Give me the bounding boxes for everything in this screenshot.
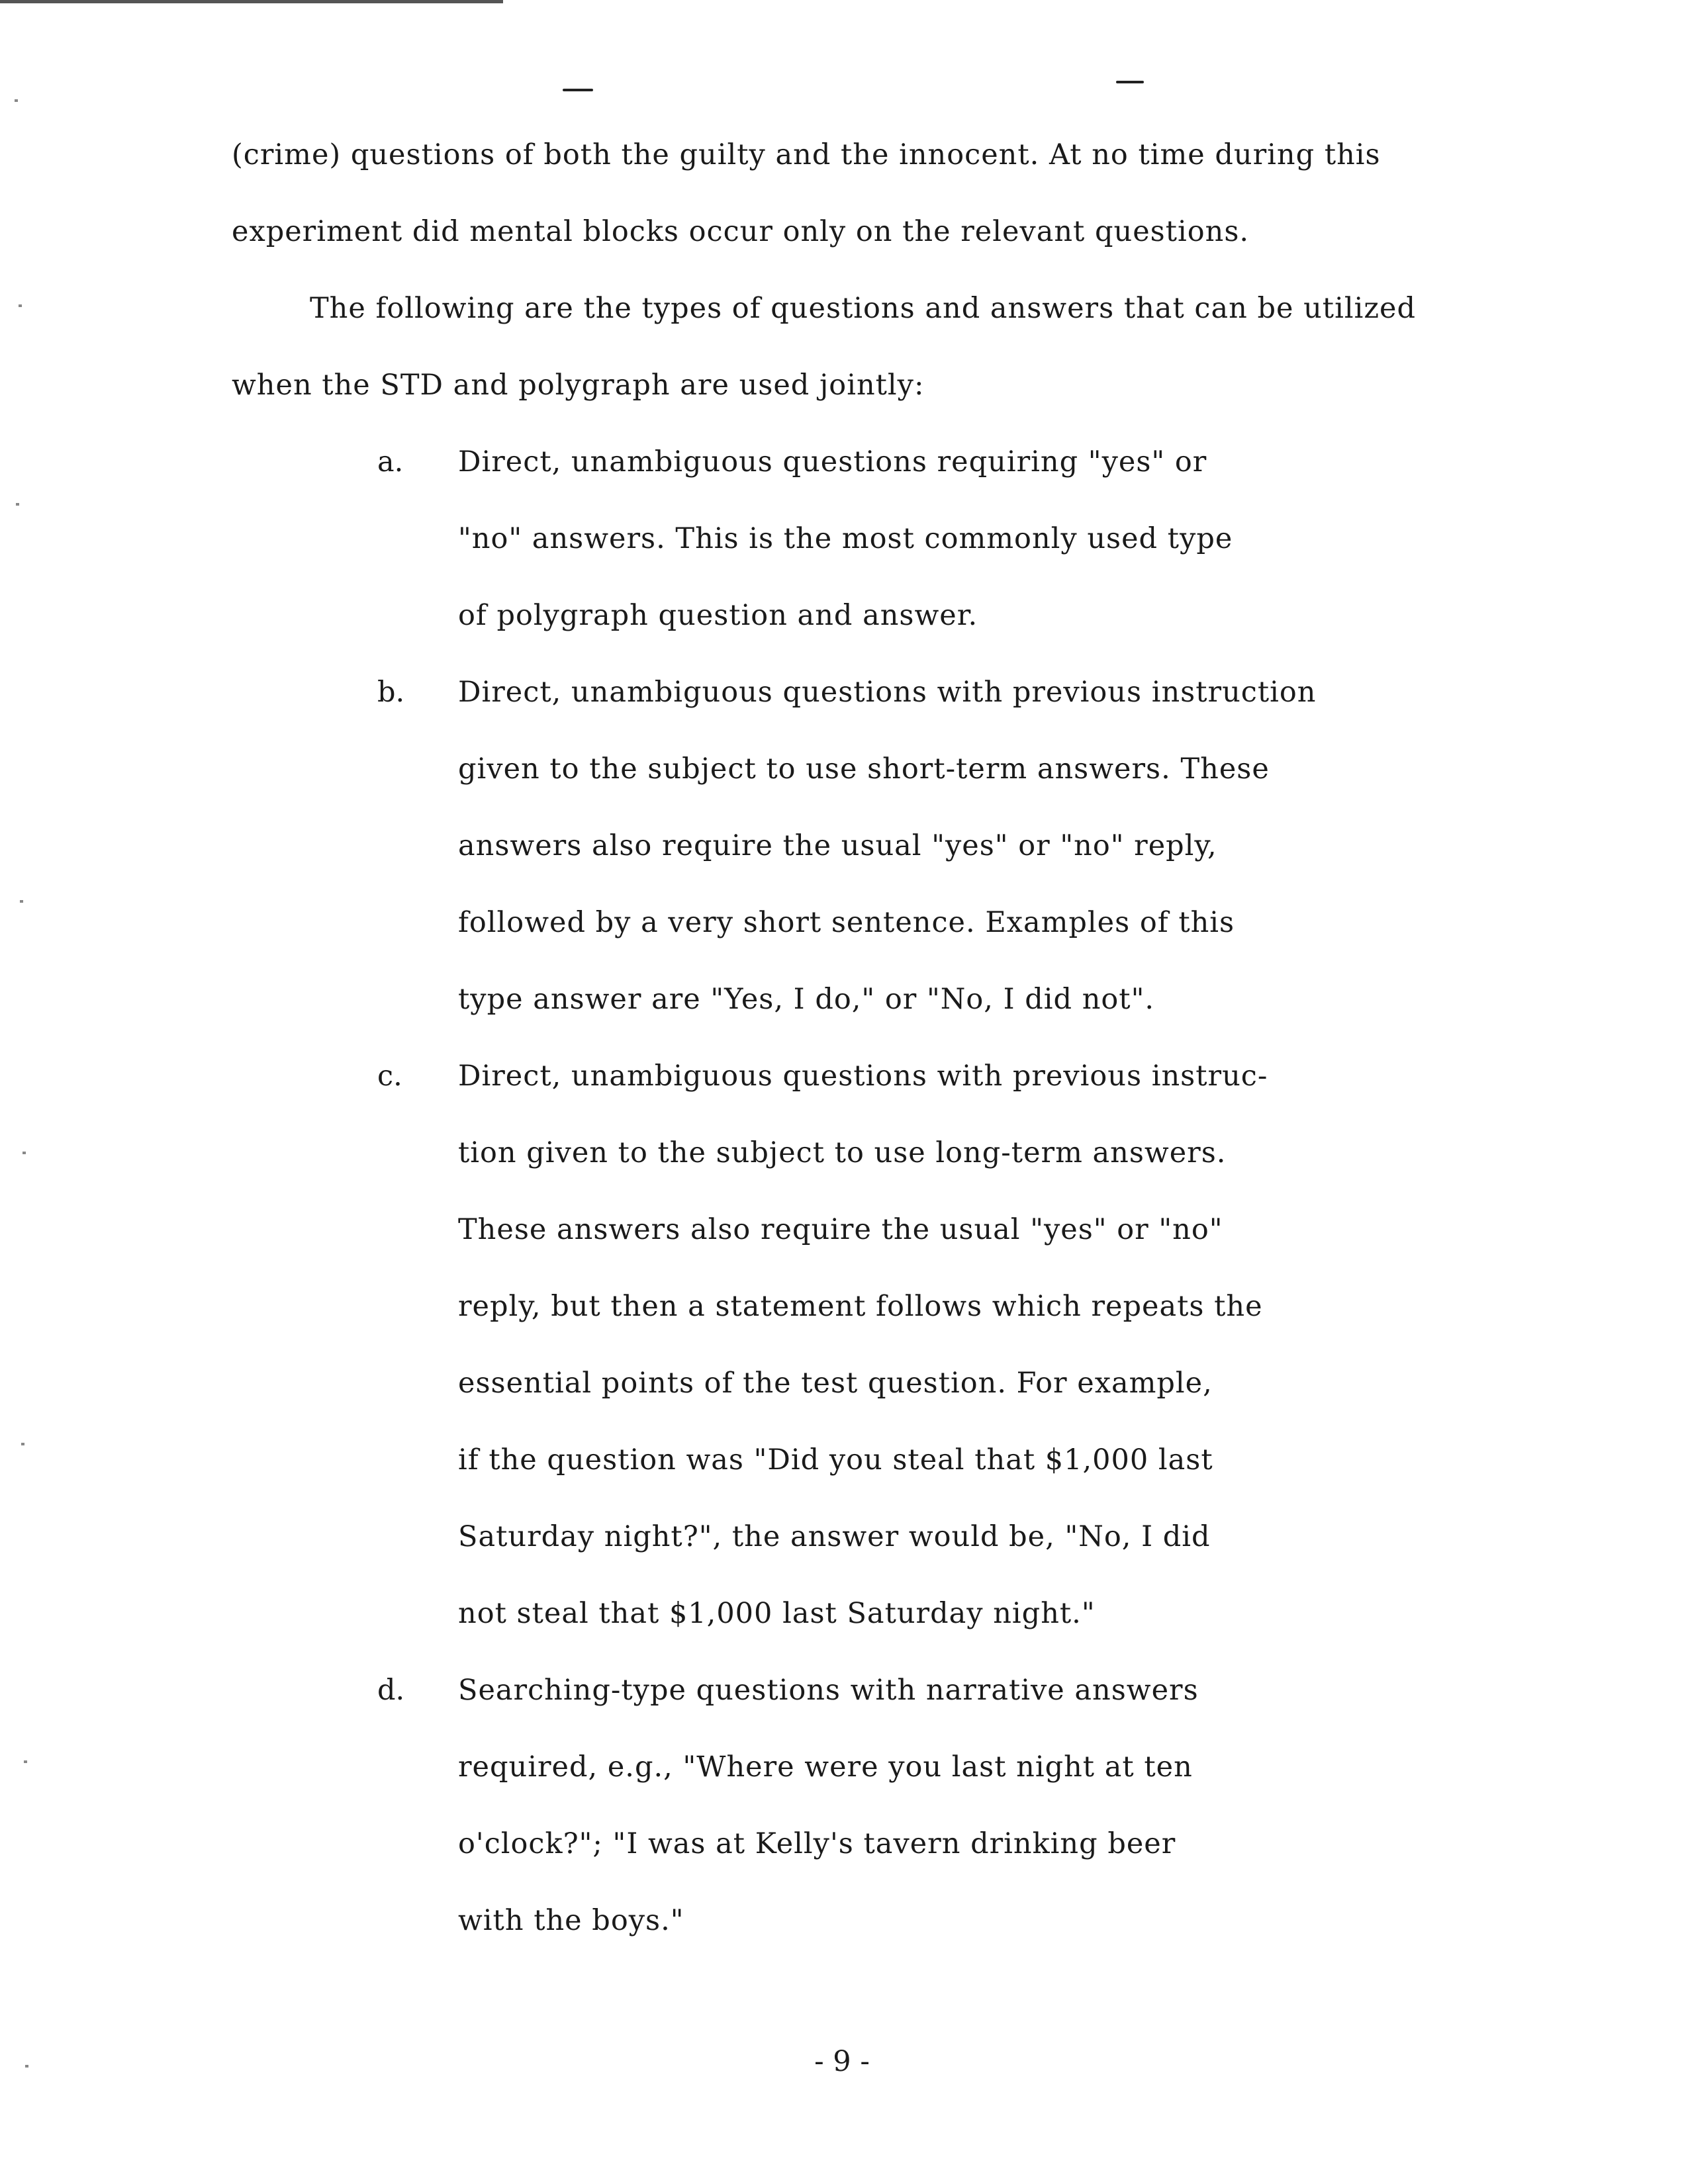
list-item-label: c. xyxy=(377,1060,402,1093)
text-line: Direct, unambiguous questions with previous instruction xyxy=(458,676,1317,709)
text-line: if the question was "Did you steal that $1,000 last xyxy=(458,1443,1213,1477)
margin-speck xyxy=(16,503,19,506)
text-line: reply, but then a statement follows which repeats the xyxy=(458,1290,1263,1323)
text-line: given to the subject to use short-term answers. These xyxy=(458,752,1270,786)
text-line: when the STD and polygraph are used jointly: xyxy=(232,369,925,402)
margin-speck xyxy=(23,1152,26,1154)
list-item-label: b. xyxy=(377,676,405,709)
punch-mark-right xyxy=(1116,81,1144,83)
text-line: "no" answers. This is the most commonly used type xyxy=(458,522,1233,555)
margin-speck xyxy=(15,99,18,102)
text-line: followed by a very short sentence. Examples of this xyxy=(458,906,1235,939)
text-line: Searching-type questions with narrative answers xyxy=(458,1674,1199,1707)
text-line: experiment did mental blocks occur only on the relevant questions. xyxy=(232,215,1250,248)
text-line: not steal that $1,000 last Saturday night." xyxy=(458,1597,1096,1630)
list-item-label: a. xyxy=(377,445,404,478)
punch-mark-left xyxy=(563,89,593,91)
text-line: Direct, unambiguous questions with previous instruc- xyxy=(458,1060,1268,1093)
page-number: - 9 - xyxy=(814,2045,870,2078)
text-line: of polygraph question and answer. xyxy=(458,599,978,632)
text-line: essential points of the test question. For example, xyxy=(458,1367,1213,1400)
text-line: with the boys." xyxy=(458,1904,684,1937)
text-line: required, e.g., "Where were you last night at ten xyxy=(458,1751,1193,1784)
text-line: o'clock?"; "I was at Kelly's tavern drinking beer xyxy=(458,1827,1176,1860)
text-line: These answers also require the usual "yes" or "no" xyxy=(458,1213,1223,1246)
paragraph-continued xyxy=(232,116,1556,270)
text-line: The following are the types of questions and answers that can be utilized xyxy=(310,292,1416,325)
list-item-label: d. xyxy=(377,1674,405,1707)
text-line: Saturday night?", the answer would be, "No, I did xyxy=(458,1520,1211,1553)
text-line: (crime) questions of both the guilty and the innocent. At no time during this xyxy=(232,138,1381,171)
margin-speck xyxy=(19,304,22,307)
text-line: Direct, unambiguous questions requiring "yes" or xyxy=(458,445,1207,478)
scan-edge-line xyxy=(0,0,503,3)
margin-speck xyxy=(24,1760,27,1763)
text-line: answers also require the usual "yes" or "no" reply, xyxy=(458,829,1217,862)
text-line: tion given to the subject to use long-term answers. xyxy=(458,1136,1227,1169)
text-line: type answer are "Yes, I do," or "No, I did not". xyxy=(458,983,1155,1016)
margin-speck xyxy=(20,900,23,903)
paragraph-intro xyxy=(232,270,1556,424)
margin-speck xyxy=(21,1443,24,1445)
